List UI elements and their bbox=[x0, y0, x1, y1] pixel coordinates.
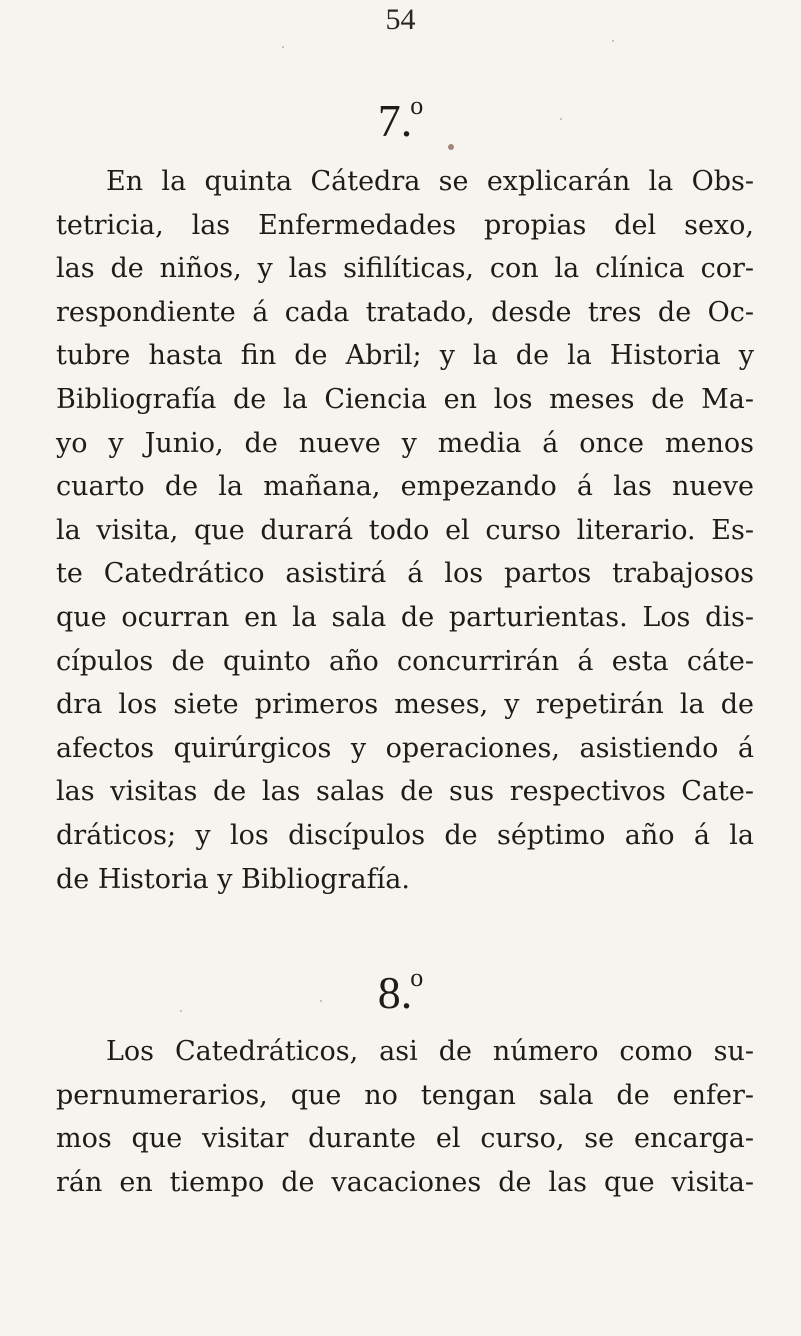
text-line: de Historia y Bibliografía. bbox=[56, 863, 410, 895]
text-line: tetricia, las Enfermedades propias del sexo, bbox=[56, 209, 754, 241]
text-line: yo y Junio, de nueve y media á once menos bbox=[56, 427, 754, 459]
section-heading-7 bbox=[0, 80, 801, 147]
text-line: Los Catedráticos, asi de número como su- bbox=[106, 1036, 754, 1067]
text-line: las de niños, y las sifilíticas, con la clínica cor- bbox=[56, 253, 754, 285]
text-line: dra los siete primeros meses, y repetirán la de bbox=[56, 689, 754, 721]
section-ordinal: o bbox=[410, 91, 424, 120]
text-line: afectos quirúrgicos y operaciones, asistiendo á bbox=[56, 732, 754, 764]
paragraph-section-8 bbox=[56, 1030, 754, 1204]
paragraph-section-7 bbox=[56, 160, 754, 901]
text-line: dráticos; y los discípulos de séptimo año á la bbox=[56, 819, 754, 851]
section-ordinal: o bbox=[410, 963, 424, 992]
page-number: 54 bbox=[385, 3, 416, 36]
text-line: Bibliografía de la Ciencia en los meses de Ma- bbox=[56, 383, 754, 415]
ink-speck bbox=[282, 46, 284, 48]
text-line: pernumerarios, que no tengan sala de enfer- bbox=[56, 1079, 754, 1111]
text-line: cuarto de la mañana, empezando á las nueve bbox=[56, 471, 754, 503]
text-line: En la quinta Cátedra se explicarán la Obs- bbox=[106, 166, 754, 197]
text-line: la visita, que durará todo el curso literario. Es- bbox=[56, 514, 754, 546]
text-line: te Catedrático asistirá á los partos trabajosos bbox=[56, 558, 754, 590]
ink-speck bbox=[612, 40, 614, 42]
section-number: 7. bbox=[377, 95, 413, 146]
text-line: cípulos de quinto año concurrirán á esta cáte- bbox=[56, 645, 754, 677]
text-line: mos que visitar durante el curso, se encarga- bbox=[56, 1123, 754, 1155]
text-line: respondiente á cada tratado, desde tres de Oc- bbox=[56, 296, 754, 328]
text-line: que ocurran en la sala de parturientas. Los dis- bbox=[56, 601, 754, 633]
section-number: 8. bbox=[377, 967, 413, 1018]
text-line: tubre hasta fin de Abril; y la de la Historia y bbox=[56, 340, 754, 372]
text-line: las visitas de las salas de sus respectivos Cate- bbox=[56, 776, 754, 808]
section-heading-8 bbox=[0, 952, 801, 1019]
text-line: rán en tiempo de vacaciones de las que visita- bbox=[56, 1166, 754, 1198]
